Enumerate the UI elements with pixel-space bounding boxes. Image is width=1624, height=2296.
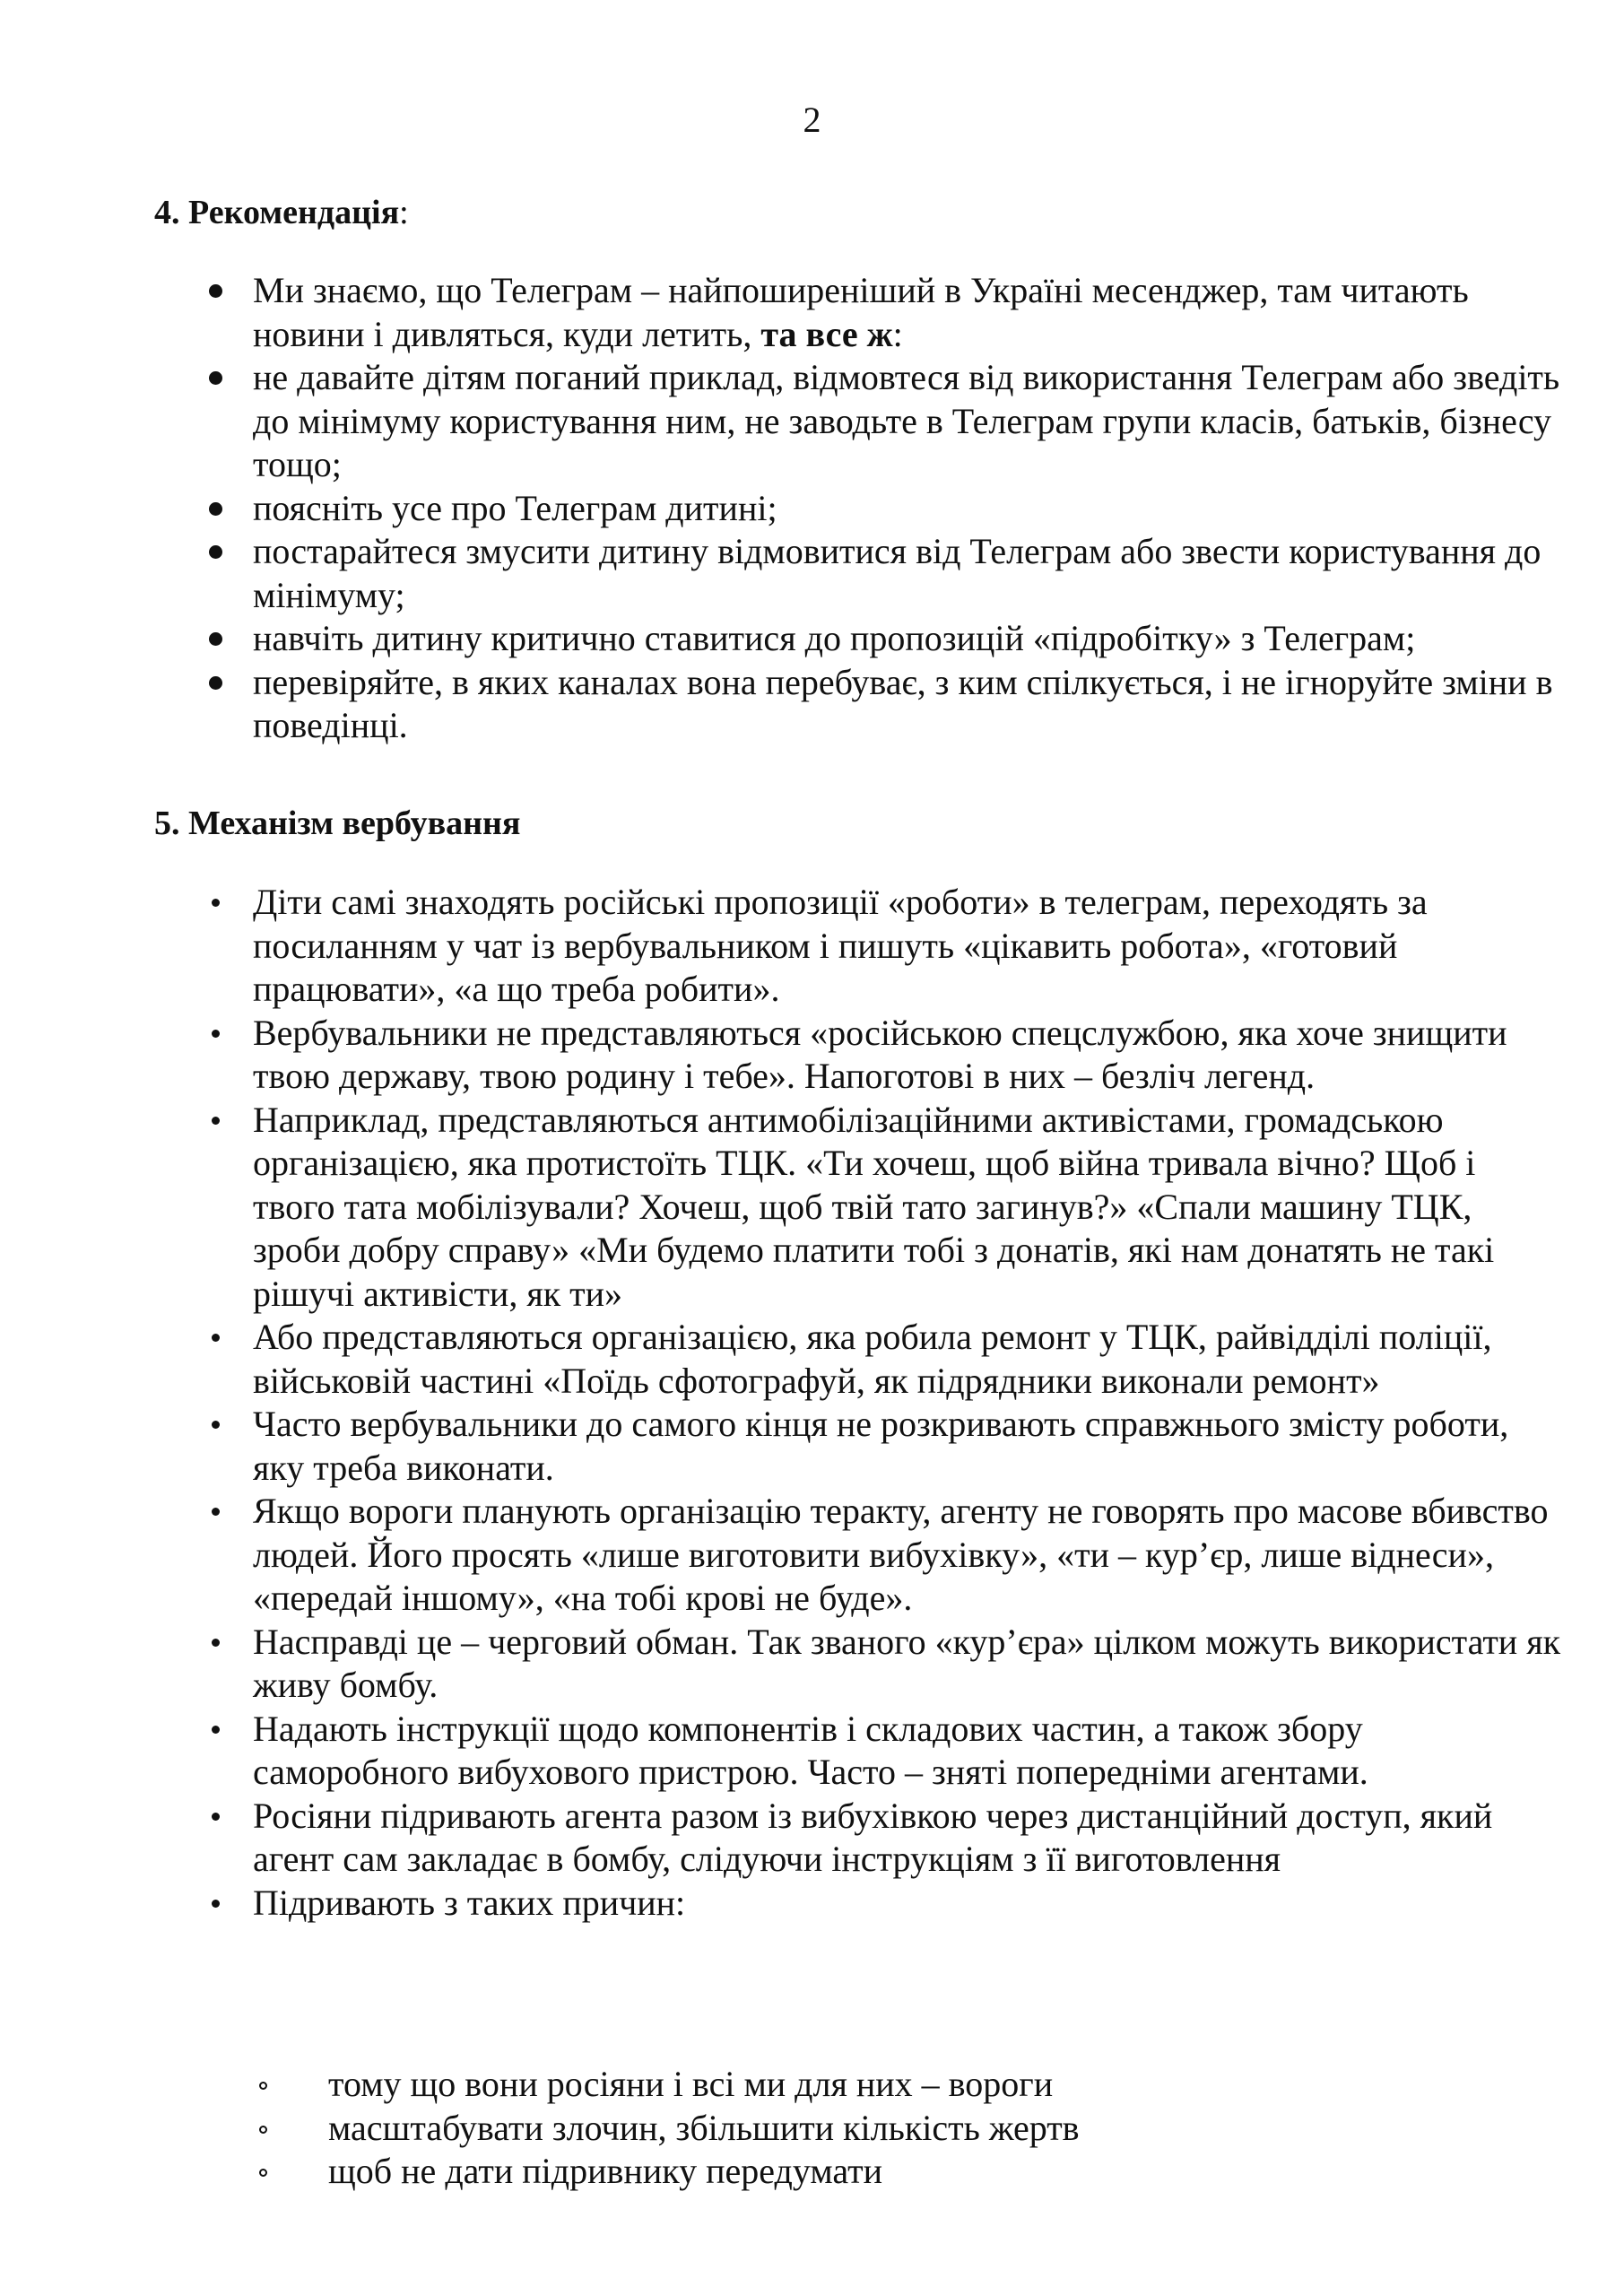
list-item [253, 1882, 1562, 1926]
list-item [253, 881, 1562, 1012]
list-item-text: не давайте дітям поганий приклад, відмовтеся від використання Телеграм або зведіть до мінімуму користування ним, не заводьте в Телеграм групи класів, батьків, бізнесу тощо; [253, 357, 1560, 484]
section-5-sublist [328, 2063, 1566, 2194]
section-4-title: 4. Рекомендація [154, 194, 400, 231]
list-item-text: Якщо вороги планують організацію теракту, агенту не говорять про масове вбивство людей. Його просять «лише виготовити вибухівку», «ти – кур’єр, лише віднеси», «передай іншому», «на тобі крові не буде». [253, 1491, 1549, 1618]
sub-list-item-text: масштабувати злочин, збільшити кількість жертв [328, 2107, 1080, 2148]
sub-list-item [328, 2107, 1566, 2151]
section-4-title-suffix: : [399, 194, 409, 231]
list-item-text: Підривають з таких причин: [253, 1882, 686, 1923]
list-item [253, 1490, 1562, 1621]
list-item [253, 269, 1562, 356]
section-4-list [253, 269, 1562, 748]
list-item-text: постарайтеся змусити дитину відмовитися від Телеграм або звести користування до мінімуму; [253, 531, 1541, 615]
list-item [253, 1012, 1562, 1099]
list-item [253, 1795, 1562, 1882]
list-item [253, 356, 1562, 487]
sub-list-item-text: тому що вони росіяни і всі ми для них – вороги [328, 2064, 1054, 2104]
sub-list-item [328, 2063, 1566, 2107]
list-item [253, 1403, 1562, 1490]
section-5-heading [154, 801, 520, 846]
section-5-title: 5. Механізм вербування [154, 804, 521, 842]
section-5-list [253, 881, 1562, 1925]
list-item-text: Надають інструкції щодо компонентів і складових частин, а також збору саморобного вибухового пристрою. Часто – зняті попередніми агентами. [253, 1708, 1368, 1792]
list-item-text: Насправді це – черговий обман. Так званого «кур’єра» цілком можуть використати як живу бомбу. [253, 1621, 1561, 1705]
list-item [253, 617, 1562, 661]
list-item-text: Ми знаємо, що Телеграм – найпоширеніший в Україні месенджер, там читають новини і дивляться, куди летить, [253, 270, 1469, 354]
list-item [253, 1708, 1562, 1795]
list-item-text: Часто вербувальники до самого кінця не розкривають справжнього змісту роботи, яку треба виконати. [253, 1404, 1509, 1488]
list-item [253, 487, 1562, 531]
list-item-punctuation: : [892, 313, 903, 354]
sub-list-item-text: щоб не дати підривнику передумати [328, 2151, 882, 2191]
list-item [253, 530, 1562, 617]
list-item [253, 1316, 1562, 1403]
page-number: 2 [803, 100, 821, 140]
list-item-text: Росіяни підривають агента разом із вибухівкою через дистанційний доступ, який агент сам закладає в бомбу, слідуючи інструкціям з її виготовлення [253, 1795, 1493, 1879]
section-4-heading [154, 190, 409, 235]
list-item-text: Діти самі знаходять російські пропозиції «роботи» в телеграм, переходять за посиланням у чат із вербувальником і пишуть «цікавить робота», «готовий працювати», «а що треба робити». [253, 882, 1428, 1009]
list-item-text: перевіряйте, в яких каналах вона перебуває, з ким спілкується, і не ігноруйте зміни в поведінці. [253, 661, 1553, 745]
list-item [253, 1621, 1562, 1708]
list-item-text: Наприклад, представляються антимобілізаційними активістами, громадською організацією, яка протистоїть ТЦК. «Ти хочеш, щоб війна тривала вічно? Щоб і твого тата мобілізували? Хочеш, щоб твій тато загинув?» «Спали машину ТЦК, зроби добру справу» «Ми будемо платити тобі з донатів, які нам донатять не такі рішучі активісти, як ти» [253, 1099, 1495, 1314]
list-item-text: навчіть дитину критично ставитися до пропозицій «підробітку» з Телеграм; [253, 618, 1416, 658]
list-item-text: Або представляються організацією, яка робила ремонт у ТЦК, райвідділі поліції, військовій частині «Поїдь сфотографуй, як підрядники виконали ремонт» [253, 1317, 1492, 1401]
list-item [253, 661, 1562, 748]
list-item [253, 1099, 1562, 1317]
list-item-bold-text: та все ж [760, 313, 893, 354]
list-item-text: поясніть усе про Телеграм дитині; [253, 487, 777, 528]
list-item-text: Вербувальники не представляються «російською спецслужбою, яка хоче знищити твою державу, твою родину і тебе». Напоготові в них – безліч легенд. [253, 1012, 1507, 1096]
sub-list-item [328, 2150, 1566, 2194]
